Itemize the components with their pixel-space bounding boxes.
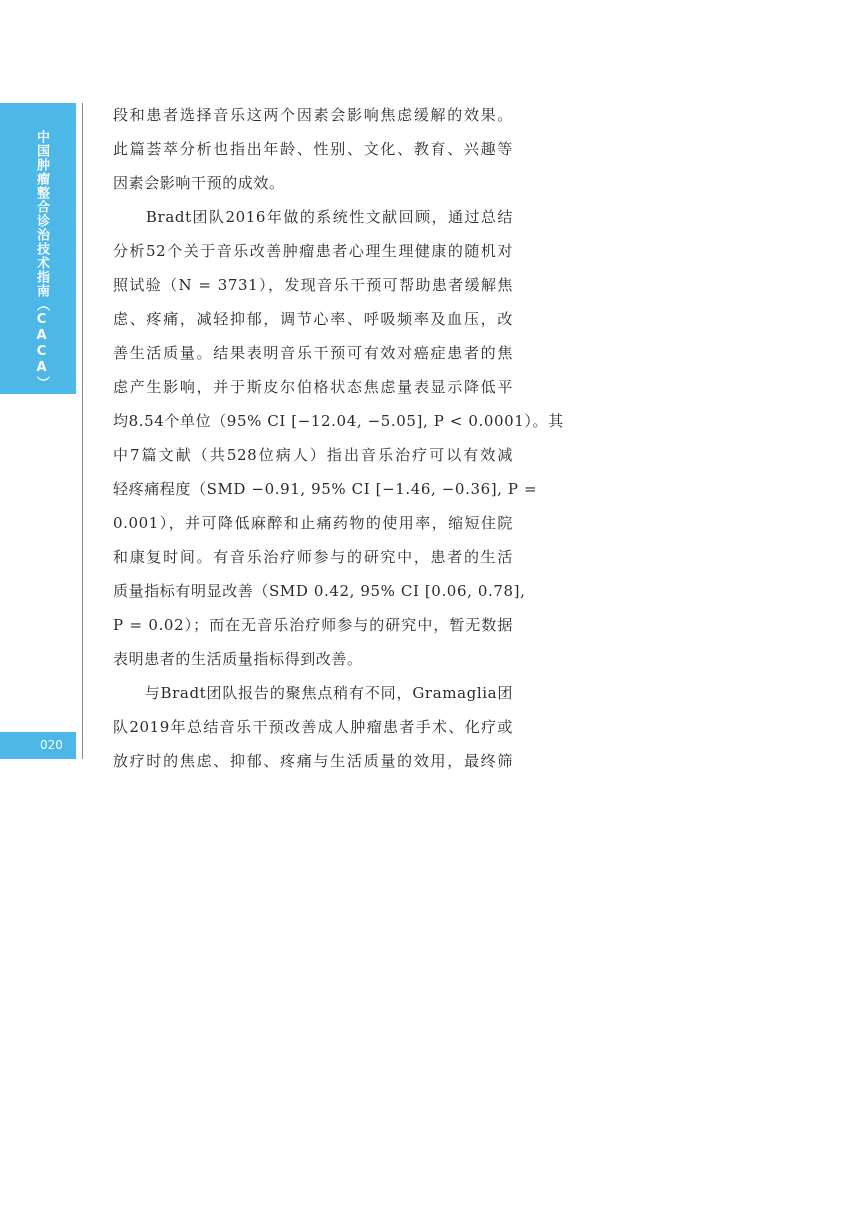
page-number: 020 xyxy=(40,738,63,752)
text-line: 善生活质量。结果表明音乐干预可有效对癌症患者的焦 xyxy=(113,344,513,362)
text-line: 照试验（N = 3731），发现音乐干预可帮助患者缓解焦 xyxy=(113,276,513,294)
text-line: 均8.54个单位（95% CI [−12.04, −5.05], P < 0.0001）。其 xyxy=(113,412,564,430)
text-line: 虑、疼痛，减轻抑郁，调节心率、呼吸频率及血压，改 xyxy=(113,310,513,328)
body-text xyxy=(113,98,564,778)
text-line: 因素会影响干预的成效。 xyxy=(113,174,285,192)
text-line: 表明患者的生活质量指标得到改善。 xyxy=(113,650,363,668)
page-number-tab xyxy=(0,732,76,759)
margin-divider-line xyxy=(82,103,83,759)
text-line: 中7篇文献（共528位病人）指出音乐治疗可以有效减 xyxy=(113,446,513,464)
text-line: 质量指标有明显改善（SMD 0.42, 95% CI [0.06, 0.78], xyxy=(113,582,526,600)
text-line: 与Bradt团队报告的聚焦点稍有不同，Gramaglia团 xyxy=(113,684,513,702)
book-title-vertical: 中国肿瘤整合诊治技术指南（CACA） xyxy=(34,130,49,390)
text-line: 放疗时的焦虑、抑郁、疼痛与生活质量的效用，最终筛 xyxy=(113,752,513,770)
text-line: 0.001），并可降低麻醉和止痛药物的使用率，缩短住院 xyxy=(113,514,513,532)
text-line: 轻疼痛程度（SMD −0.91, 95% CI [−1.46, −0.36], P = xyxy=(113,480,538,498)
text-line: P = 0.02）；而在无音乐治疗师参与的研究中，暂无数据 xyxy=(113,616,513,634)
text-line: 段和患者选择音乐这两个因素会影响焦虑缓解的效果。 xyxy=(113,106,513,124)
text-line: 分析52个关于音乐改善肿瘤患者心理生理健康的随机对 xyxy=(113,242,513,260)
text-line: Bradt团队2016年做的系统性文献回顾，通过总结 xyxy=(113,208,513,226)
text-line: 和康复时间。有音乐治疗师参与的研究中，患者的生活 xyxy=(113,548,513,566)
text-line: 此篇荟萃分析也指出年龄、性别、文化、教育、兴趣等 xyxy=(113,140,513,158)
text-line: 虑产生影响，并于斯皮尔伯格状态焦虑量表显示降低平 xyxy=(113,378,513,396)
text-line: 队2019年总结音乐干预改善成人肿瘤患者手术、化疗或 xyxy=(113,718,513,736)
